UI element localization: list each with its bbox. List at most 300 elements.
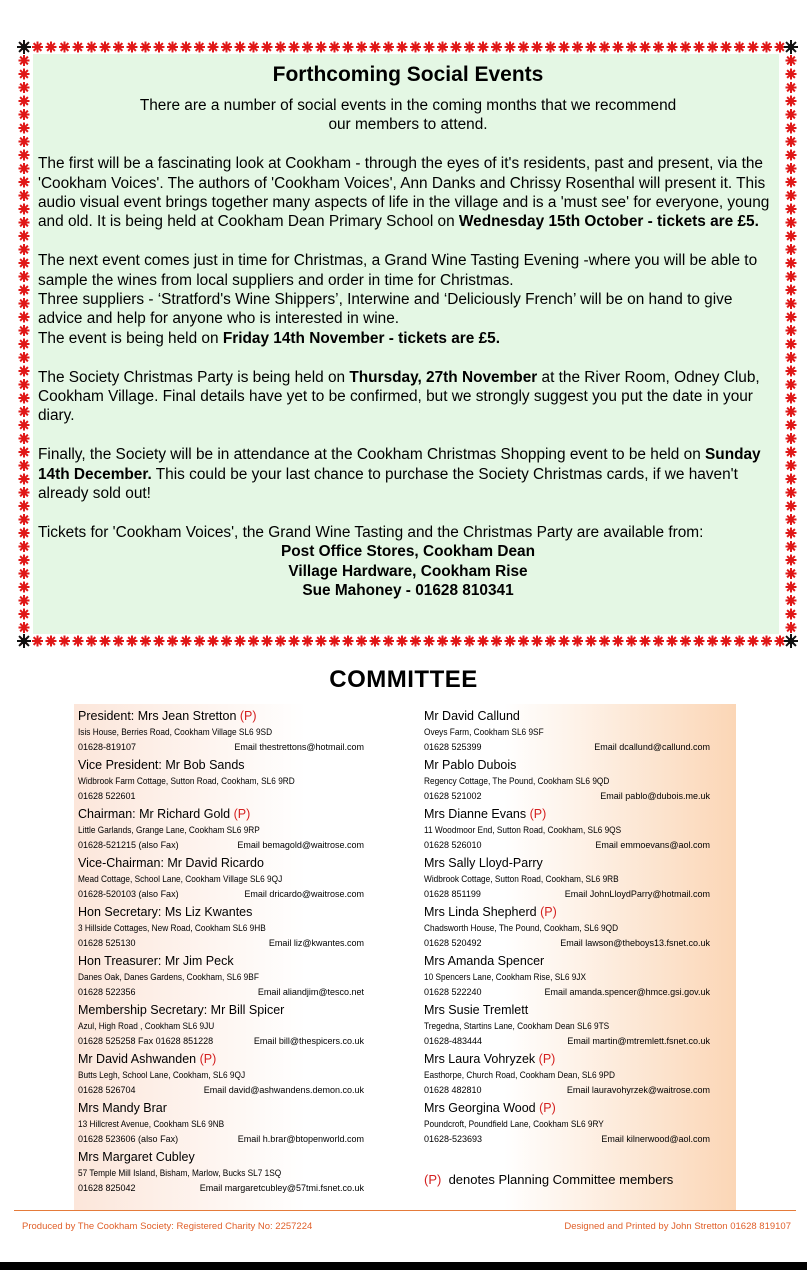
snowflake-icon	[491, 636, 502, 647]
member-title: Mrs Mandy Brar	[78, 1101, 167, 1115]
snowflake-icon	[572, 636, 583, 647]
snowflake-icon	[383, 42, 394, 53]
member-phone: 01628-520103 (also Fax)	[78, 889, 179, 899]
member-phone: 01628 851199	[424, 889, 481, 899]
snowflake-icon	[370, 42, 381, 53]
snowflake-icon	[19, 339, 30, 350]
shopping-prefix: Finally, the Society will be in attendance at the Cookham Christmas Shopping event to be held on	[38, 446, 706, 464]
snowflake-icon	[221, 42, 232, 53]
committee-member	[424, 708, 724, 757]
snowflake-icon	[32, 42, 43, 53]
snowflake-icon	[626, 42, 637, 53]
snowflake-icon	[19, 460, 30, 471]
snowflake-icon	[786, 379, 797, 390]
event-cookham-voices	[38, 154, 778, 232]
snowflake-icon	[140, 42, 151, 53]
member-title: Hon Treasurer: Mr Jim Peck	[78, 954, 234, 968]
member-email: Email emmoevans@aol.com	[595, 840, 710, 850]
snowflake-icon	[19, 82, 30, 93]
member-email: Email lauravohyrzek@waitrose.com	[566, 1085, 710, 1095]
snowflake-icon	[19, 55, 30, 66]
snowflake-icon	[127, 636, 138, 647]
member-name	[424, 757, 724, 774]
snowflake-icon	[786, 568, 797, 579]
member-phone: 01628 522601	[78, 791, 136, 801]
member-title: Mr David Ashwanden	[78, 1052, 197, 1066]
committee-title: COMMITTEE	[329, 666, 478, 693]
snowflake-icon	[19, 582, 30, 593]
event-cookham-voices-date: Wednesday 15th October - tickets are £5.	[458, 213, 759, 231]
member-email: Email lawson@theboys13.fsnet.co.uk	[560, 938, 710, 948]
snowflake-icon	[786, 487, 797, 498]
snowflake-icon	[786, 190, 797, 201]
snowflake-icon	[786, 298, 797, 309]
member-email: Email martin@mtremlett.fsnet.co.uk	[567, 1036, 710, 1046]
snowflake-icon	[127, 42, 138, 53]
member-title: Mrs Dianne Evans	[424, 807, 527, 821]
snowflake-icon	[786, 69, 797, 80]
member-title: President: Mrs Jean Stretton	[78, 709, 237, 723]
member-contact	[78, 1033, 378, 1050]
snowflake-icon	[19, 136, 30, 147]
snowflake-icon	[19, 406, 30, 417]
snowflake-icon	[329, 42, 340, 53]
snowflake-icon	[19, 595, 30, 606]
footer-credit-right: Designed and Printed by John Stretton 01628 819107	[564, 1221, 791, 1232]
footer-divider	[14, 1210, 796, 1211]
ticket-venue: Post Office Stores, Cookham Dean	[280, 543, 535, 561]
member-contact	[78, 1180, 378, 1197]
snowflake-icon	[410, 636, 421, 647]
member-contact	[78, 984, 378, 1001]
snowflake-icon	[19, 109, 30, 120]
bottom-bar	[0, 1262, 807, 1270]
event-wine-tasting-date	[38, 329, 778, 348]
committee-member	[78, 953, 378, 1002]
member-contact	[78, 935, 378, 952]
member-email: Email JohnLloydParry@hotmail.com	[564, 889, 710, 899]
snowflake-icon	[208, 42, 219, 53]
event-shopping	[38, 445, 778, 503]
member-name	[424, 1002, 724, 1019]
member-title: Membership Secretary: Mr Bill Spicer	[78, 1003, 285, 1017]
snowflake-icon	[694, 42, 705, 53]
snowflake-icon	[424, 42, 435, 53]
snowflake-icon	[19, 163, 30, 174]
snowflake-icon	[19, 514, 30, 525]
member-address: Azul, High Road , Cookham SL6 9JU	[78, 1021, 215, 1031]
snowflake-icon	[734, 636, 745, 647]
snowflake-icon	[786, 136, 797, 147]
member-name	[424, 1051, 724, 1068]
committee-member	[78, 904, 378, 953]
snowflake-icon	[545, 42, 556, 53]
snowflake-icon	[113, 636, 124, 647]
shopping-details: This could be your last chance to purchase the Society Christmas cards, if we haven't already sold out!	[38, 465, 738, 503]
snowflake-icon	[181, 636, 192, 647]
snowflake-icon	[19, 541, 30, 552]
member-name	[78, 806, 378, 823]
snowflake-icon	[707, 636, 718, 647]
snowflake-icon	[19, 69, 30, 80]
snowflake-icon	[329, 636, 340, 647]
snowflake-icon	[786, 622, 797, 633]
snowflake-icon	[235, 42, 246, 53]
planning-marker: (P)	[529, 807, 547, 821]
snowflake-icon	[59, 42, 70, 53]
snowflake-icon	[786, 474, 797, 485]
member-title: Mrs Margaret Cubley	[78, 1150, 195, 1164]
member-contact	[424, 935, 724, 952]
snowflake-icon	[680, 636, 691, 647]
shopping-date: Sunday 14th December.	[38, 446, 761, 483]
ticket-venue: Village Hardware, Cookham Rise	[288, 562, 528, 580]
member-name	[424, 806, 724, 823]
snowflake-icon	[786, 352, 797, 363]
events-text	[38, 62, 778, 600]
committee-member	[78, 1100, 378, 1149]
snowflake-icon	[640, 636, 651, 647]
snowflake-icon	[316, 636, 327, 647]
snowflake-icon	[275, 636, 286, 647]
member-email: Email bill@thespicers.co.uk	[253, 1036, 364, 1046]
corner-snowflake-icon	[17, 634, 31, 648]
snowflake-icon	[208, 636, 219, 647]
member-phone: 01628 526010	[424, 840, 482, 850]
member-phone: 01628 526704	[78, 1085, 136, 1095]
snowflake-icon	[786, 541, 797, 552]
snowflake-icon	[786, 595, 797, 606]
snowflake-icon	[19, 123, 30, 134]
member-address: Isis House, Berries Road, Cookham Village SL6 9SD	[78, 727, 273, 737]
member-address: Little Garlands, Grange Lane, Cookham SL6 9RP	[78, 825, 260, 835]
planning-note-text: denotes Planning Committee members	[448, 1172, 674, 1187]
member-title: Chairman: Mr Richard Gold	[78, 807, 231, 821]
member-contact	[424, 886, 724, 903]
snowflake-icon	[140, 636, 151, 647]
snowflake-icon	[786, 447, 797, 458]
snowflake-icon	[613, 636, 624, 647]
snowflake-icon	[73, 636, 84, 647]
member-address: Widbrook Farm Cottage, Sutton Road, Cookham, SL6 9RD	[78, 776, 295, 786]
snowflake-icon	[19, 447, 30, 458]
member-title: Vice-Chairman: Mr David Ricardo	[78, 856, 264, 870]
snowflake-icon	[316, 42, 327, 53]
snowflake-icon	[667, 42, 678, 53]
ticket-venue: Sue Mahoney - 01628 810341	[302, 582, 514, 600]
member-title: Mrs Georgina Wood	[424, 1101, 536, 1115]
snowflake-icon	[775, 42, 786, 53]
party-date: Thursday, 27th November	[349, 368, 538, 386]
member-email: Email kilnerwood@aol.com	[601, 1134, 710, 1144]
member-email: Email dcallund@callund.com	[594, 742, 710, 752]
member-contact	[424, 739, 724, 756]
member-phone: 01628 522356	[78, 987, 136, 997]
snowflake-icon	[786, 582, 797, 593]
snowflake-icon	[626, 636, 637, 647]
member-phone: 01628 521002	[424, 791, 482, 801]
snowflake-icon	[19, 177, 30, 188]
event-cookham-voices-text: The first will be a fascinating look at Cookham - through the eyes of it's residents, past and present, via the 'Cookham Voices'. The authors of 'Cookham Voices', Ann Danks and Chrissy Rosenthal will present it. This audio visual event brings together many aspects of life in the village and is a 'must see' for everyone, young and old. It is being held at Cookham Dean Primary School on	[38, 155, 770, 231]
snowflake-icon	[397, 42, 408, 53]
snowflake-icon	[786, 433, 797, 444]
member-phone: 01628 525130	[78, 938, 136, 948]
snowflake-icon	[786, 528, 797, 539]
snowflake-icon	[653, 636, 664, 647]
committee-member	[78, 1002, 378, 1051]
snowflake-icon	[86, 636, 97, 647]
snowflake-icon	[19, 285, 30, 296]
member-contact	[424, 788, 724, 805]
snowflake-icon	[19, 150, 30, 161]
snowflake-icon	[761, 42, 772, 53]
snowflake-icon	[786, 123, 797, 134]
snowflake-icon	[640, 42, 651, 53]
snowflake-icon	[154, 42, 165, 53]
snowflake-icon	[464, 636, 475, 647]
corner-snowflake-icon	[784, 40, 798, 54]
member-title: Hon Secretary: Ms Liz Kwantes	[78, 905, 253, 919]
snowflake-icon	[343, 42, 354, 53]
snowflake-icon	[786, 258, 797, 269]
committee-member	[424, 1002, 724, 1051]
snowflake-icon	[786, 406, 797, 417]
snowflake-icon	[19, 352, 30, 363]
snowflake-icon	[786, 231, 797, 242]
events-intro: There are a number of social events in the coming months that we recommend our members to attend.	[139, 97, 677, 134]
snowflake-icon	[424, 636, 435, 647]
member-address: Chadsworth House, The Pound, Cookham, SL6 9QD	[424, 923, 619, 933]
member-title: Mrs Amanda Spencer	[424, 954, 545, 968]
snowflake-icon	[194, 42, 205, 53]
snowflake-icon	[19, 555, 30, 566]
event-christmas-party	[38, 368, 778, 426]
snowflake-icon	[786, 271, 797, 282]
snowflake-icon	[302, 42, 313, 53]
member-address: 10 Spencers Lane, Cookham Rise, SL6 9JX	[424, 972, 587, 982]
planning-marker: (P)	[199, 1052, 217, 1066]
snowflake-icon	[19, 325, 30, 336]
event-wine-tasting-text: The next event comes just in time for Christmas, a Grand Wine Tasting Evening -where you will be able to sample the wines from local suppliers and order in time for Christmas.	[38, 252, 758, 289]
tickets-intro: Tickets for 'Cookham Voices', the Grand Wine Tasting and the Christmas Party are available from:	[38, 523, 704, 541]
snowflake-icon	[289, 42, 300, 53]
snowflake-icon	[19, 190, 30, 201]
snowflake-icon	[86, 42, 97, 53]
snowflake-icon	[451, 42, 462, 53]
snowflake-icon	[786, 244, 797, 255]
member-name	[78, 757, 378, 774]
snowflake-icon	[19, 312, 30, 323]
member-address: Easthorpe, Church Road, Cookham Dean, SL6 9PD	[424, 1070, 616, 1080]
member-contact	[78, 1131, 378, 1148]
snowflake-icon	[437, 636, 448, 647]
member-name	[78, 1100, 378, 1117]
snowflake-icon	[545, 636, 556, 647]
snowflake-icon	[19, 204, 30, 215]
member-name	[78, 855, 378, 872]
member-address: Oveys Farm, Cookham SL6 9SF	[424, 727, 544, 737]
snowflake-icon	[356, 636, 367, 647]
committee-member	[424, 953, 724, 1002]
snowflake-icon	[19, 231, 30, 242]
snowflake-icon	[786, 163, 797, 174]
snowflake-icon	[19, 379, 30, 390]
member-address: 57 Temple Mill Island, Bisham, Marlow, Bucks SL7 1SQ	[78, 1168, 282, 1178]
snowflake-icon	[707, 42, 718, 53]
snowflake-icon	[667, 636, 678, 647]
party-details: at the River Room, Odney Club, Cookham Village. Final details have yet to be confirmed, but we strongly suggest you put the date in your diary.	[38, 368, 760, 425]
member-title: Mr Pablo Dubois	[424, 758, 517, 772]
snowflake-icon	[19, 271, 30, 282]
snowflake-icon	[505, 636, 516, 647]
member-phone: 01628 825042	[78, 1183, 136, 1193]
snowflake-icon	[302, 636, 313, 647]
snowflake-icon	[19, 393, 30, 404]
snowflake-icon	[113, 42, 124, 53]
committee-member	[78, 806, 378, 855]
corner-snowflake-icon	[17, 40, 31, 54]
event-wine-date: Friday 14th November - tickets are £5.	[222, 329, 500, 347]
snowflake-icon	[19, 528, 30, 539]
member-phone: 01628 522240	[424, 987, 482, 997]
member-contact	[424, 1131, 724, 1148]
member-title: Vice President: Mr Bob Sands	[78, 758, 245, 772]
snowflake-icon	[464, 42, 475, 53]
snowflake-icon	[46, 42, 57, 53]
snowflake-icon	[478, 42, 489, 53]
snowflake-icon	[721, 636, 732, 647]
snowflake-icon	[289, 636, 300, 647]
snowflake-icon	[586, 636, 597, 647]
snowflake-icon	[181, 42, 192, 53]
snowflake-icon	[478, 636, 489, 647]
events-title: Forthcoming Social Events	[272, 63, 544, 86]
committee-member	[78, 708, 378, 757]
snowflake-icon	[786, 460, 797, 471]
snowflake-icon	[19, 420, 30, 431]
snowflake-icon	[73, 42, 84, 53]
snowflake-icon	[786, 285, 797, 296]
committee-member	[424, 904, 724, 953]
snowflake-icon	[100, 42, 111, 53]
member-phone: 01628-521215 (also Fax)	[78, 840, 179, 850]
snowflake-icon	[786, 325, 797, 336]
snowflake-icon	[572, 42, 583, 53]
member-title: Mrs Laura Vohryzek	[424, 1052, 536, 1066]
snowflake-icon	[653, 42, 664, 53]
planning-marker: (P)	[538, 1052, 556, 1066]
member-name	[78, 1051, 378, 1068]
snowflake-icon	[248, 42, 259, 53]
snowflake-icon	[19, 217, 30, 228]
snowflake-icon	[248, 636, 259, 647]
snowflake-icon	[786, 55, 797, 66]
event-wine-tasting	[38, 251, 778, 348]
snowflake-icon	[599, 636, 610, 647]
snowflake-icon	[786, 420, 797, 431]
snowflake-icon	[343, 636, 354, 647]
snowflake-icon	[356, 42, 367, 53]
member-address: 13 Hillcrest Avenue, Cookham SL6 9NB	[78, 1119, 225, 1129]
member-contact	[424, 1082, 724, 1099]
member-phone: 01628 525258 Fax 01628 851228	[78, 1036, 214, 1046]
planning-marker: (P)	[424, 1172, 442, 1187]
member-email: Email liz@kwantes.com	[268, 938, 364, 948]
member-address: 3 Hillside Cottages, New Road, Cookham SL6 9HB	[78, 923, 266, 933]
snowflake-icon	[518, 636, 529, 647]
member-contact	[424, 1033, 724, 1050]
member-contact	[78, 788, 378, 805]
member-email: Email david@ashwandens.demon.co.uk	[203, 1085, 364, 1095]
snowflake-icon	[194, 636, 205, 647]
planning-marker: (P)	[539, 1101, 556, 1115]
member-title: Mr David Callund	[424, 709, 520, 723]
snowflake-icon	[410, 42, 421, 53]
member-phone: 01628-483444	[424, 1036, 483, 1046]
snowflake-icon	[100, 636, 111, 647]
snowflake-icon	[786, 609, 797, 620]
snowflake-icon	[786, 217, 797, 228]
committee-member	[78, 1051, 378, 1100]
snowflake-icon	[775, 636, 786, 647]
snowflake-icon	[680, 42, 691, 53]
member-address: Butts Legh, School Lane, Cookham, SL6 9QJ	[78, 1070, 246, 1080]
member-phone: 01628 520492	[424, 938, 482, 948]
snowflake-icon	[786, 312, 797, 323]
snowflake-icon	[262, 42, 273, 53]
snowflake-icon	[235, 636, 246, 647]
committee-member	[424, 757, 724, 806]
snowflake-icon	[532, 636, 543, 647]
snowflake-icon	[167, 636, 178, 647]
member-name	[424, 1100, 724, 1117]
snowflake-icon	[262, 636, 273, 647]
member-name	[78, 708, 378, 725]
member-address: Mead Cottage, School Lane, Cookham Village SL6 9QJ	[78, 874, 283, 884]
snowflake-icon	[786, 514, 797, 525]
snowflake-icon	[59, 636, 70, 647]
snowflake-icon	[786, 204, 797, 215]
snowflake-icon	[19, 622, 30, 633]
member-email: Email h.brar@btopenworld.com	[237, 1134, 364, 1144]
snowflake-icon	[599, 42, 610, 53]
snowflake-icon	[786, 177, 797, 188]
member-address: Poundcroft, Poundfield Lane, Cookham SL6 9RY	[424, 1119, 604, 1129]
member-address: 11 Woodmoor End, Sutton Road, Cookham, SL6 9QS	[424, 825, 622, 835]
member-phone: 01628 525399	[424, 742, 482, 752]
footer-credit-left: Produced by The Cookham Society: Registered Charity No: 2257224	[22, 1221, 313, 1232]
snowflake-icon	[786, 82, 797, 93]
snowflake-icon	[586, 42, 597, 53]
member-address: Widbrook Cottage, Sutton Road, Cookham, SL6 9RB	[424, 874, 619, 884]
snowflake-icon	[748, 636, 759, 647]
snowflake-icon	[559, 42, 570, 53]
member-contact	[78, 886, 378, 903]
committee-member	[78, 855, 378, 904]
member-contact	[78, 837, 378, 854]
planning-note	[424, 1172, 673, 1187]
member-email: Email amanda.spencer@hmce.gsi.gov.uk	[544, 987, 710, 997]
committee-member	[424, 1051, 724, 1100]
member-contact	[424, 837, 724, 854]
planning-marker: (P)	[233, 807, 251, 821]
snowflake-icon	[370, 636, 381, 647]
member-name	[78, 1002, 378, 1019]
member-phone: 01628 482810	[424, 1085, 482, 1095]
member-phone: 01628-523693	[424, 1134, 483, 1144]
member-email: Email dricardo@waitrose.com	[244, 889, 364, 899]
member-name	[424, 855, 724, 872]
